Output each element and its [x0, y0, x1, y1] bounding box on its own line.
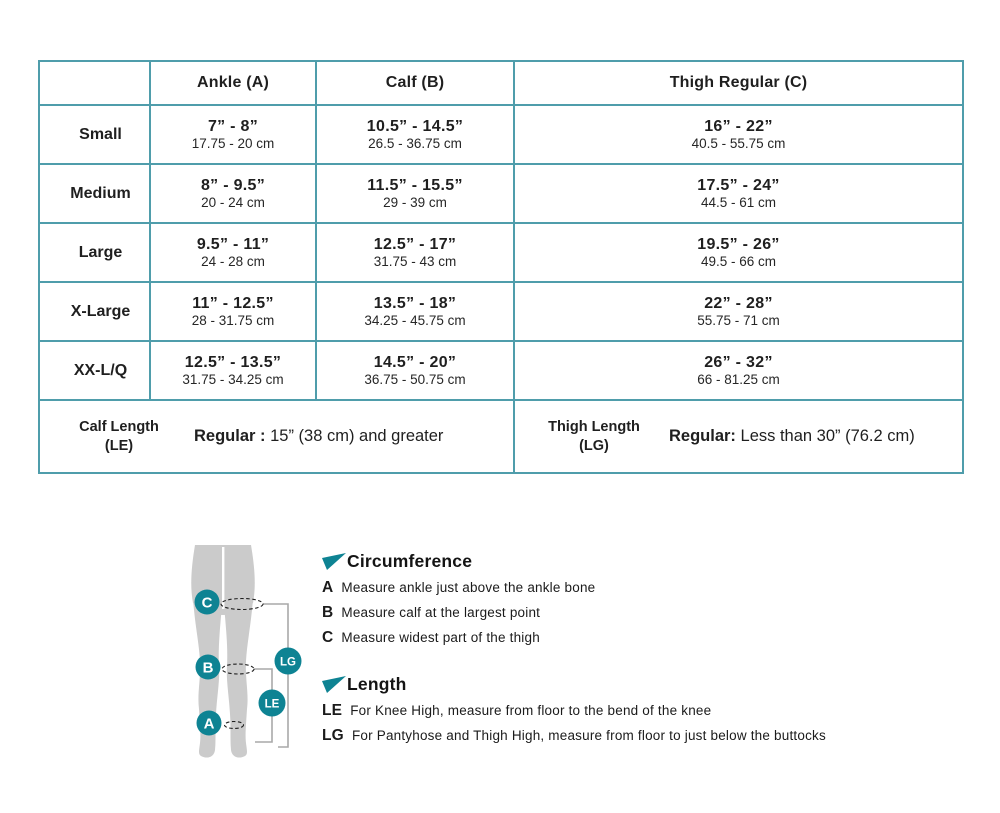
cm-value: 49.5 - 66 cm	[700, 254, 777, 269]
legend	[322, 551, 962, 745]
ankle-measurement	[150, 282, 316, 341]
thigh-measurement	[514, 105, 963, 164]
legend-key: B	[322, 604, 334, 621]
thigh-measurement	[514, 341, 963, 400]
calf-measurement	[316, 105, 514, 164]
table-row-lengths	[39, 400, 963, 473]
legend-key: LG	[322, 727, 344, 744]
table-row-large	[39, 223, 963, 282]
legend-key: LE	[322, 702, 343, 719]
size-label: Large	[39, 223, 150, 282]
lg-measure-line	[263, 604, 288, 747]
calf-measurement	[316, 223, 514, 282]
table-row-small	[39, 105, 963, 164]
size-chart-table	[38, 60, 964, 474]
cm-value: 44.5 - 61 cm	[700, 195, 777, 210]
cm-value: 66 - 81.25 cm	[697, 372, 780, 387]
calf-measurement	[316, 282, 514, 341]
legend-text: Measure ankle just above the ankle bone	[341, 580, 596, 595]
size-label: Small	[39, 105, 150, 164]
inches-value: 12.5” - 17”	[373, 236, 457, 253]
badge-c-label: C	[201, 594, 213, 612]
length-legend	[322, 674, 962, 745]
inches-value: 8” - 9.5”	[200, 177, 266, 194]
cm-value: 31.75 - 43 cm	[373, 254, 457, 269]
thigh-length-cell	[514, 400, 963, 473]
cm-value: 40.5 - 55.75 cm	[691, 136, 786, 151]
size-label: Medium	[39, 164, 150, 223]
cm-value: 34.25 - 45.75 cm	[364, 313, 466, 328]
badge-a-label: A	[203, 715, 215, 733]
inches-value: 9.5” - 11”	[196, 236, 270, 253]
legend-item-lg	[322, 727, 962, 745]
thigh-length-label: Thigh Length (LG)	[548, 418, 640, 454]
flag-icon	[322, 553, 346, 570]
legend-item-a	[322, 579, 962, 597]
badge-lg-label: LG	[280, 656, 296, 669]
inches-value: 12.5” - 13.5”	[184, 354, 282, 371]
calf-length-label: Calf Length (LE)	[79, 418, 159, 454]
header-calf: Calf (B)	[316, 61, 514, 105]
legend-key: C	[322, 629, 334, 646]
cm-value: 17.75 - 20 cm	[191, 136, 275, 151]
ankle-measurement	[150, 164, 316, 223]
flag-icon	[322, 676, 346, 693]
inches-value: 16” - 22”	[704, 118, 773, 135]
table-row-x-large	[39, 282, 963, 341]
table-row-xx-lq	[39, 341, 963, 400]
cm-value: 20 - 24 cm	[201, 195, 265, 210]
inches-value: 13.5” - 18”	[373, 295, 457, 312]
cm-value: 24 - 28 cm	[201, 254, 265, 269]
thigh-measurement	[514, 282, 963, 341]
length-measure-lines	[254, 604, 288, 747]
length-title: Length	[347, 674, 407, 694]
inches-value: 22” - 28”	[704, 295, 773, 312]
legend-item-b	[322, 604, 962, 622]
cm-value: 28 - 31.75 cm	[191, 313, 275, 328]
inches-value: 19.5” - 26”	[697, 236, 780, 253]
circumference-title: Circumference	[347, 551, 473, 571]
legend-text: Measure calf at the largest point	[341, 605, 541, 620]
cm-value: 55.75 - 71 cm	[697, 313, 780, 328]
badge-b-label: B	[202, 659, 214, 677]
legend-text: For Knee High, measure from floor to the bend of the knee	[350, 703, 712, 718]
inches-value: 7” - 8”	[207, 118, 259, 135]
calf-length-cell	[39, 400, 514, 473]
cm-value: 26.5 - 36.75 cm	[368, 136, 462, 151]
thigh-length-value: Regular: Less than 30” (76.2 cm)	[669, 427, 915, 445]
calf-measurement	[316, 164, 514, 223]
header-thigh: Thigh Regular (C)	[514, 61, 963, 105]
inches-value: 17.5” - 24”	[697, 177, 780, 194]
circumference-heading	[322, 551, 962, 572]
cm-value: 36.75 - 50.75 cm	[364, 372, 466, 387]
inches-value: 11” - 12.5”	[192, 295, 274, 312]
inches-value: 11.5” - 15.5”	[367, 177, 463, 194]
ankle-measurement	[150, 223, 316, 282]
table-row-medium	[39, 164, 963, 223]
leg-separator-line	[222, 547, 224, 609]
length-heading	[322, 674, 962, 695]
circumference-legend	[322, 551, 962, 647]
header-ankle: Ankle (A)	[150, 61, 316, 105]
calf-measurement	[316, 341, 514, 400]
header-empty-cell	[39, 61, 150, 105]
thigh-measurement	[514, 164, 963, 223]
size-label: XX-L/Q	[39, 341, 150, 400]
cm-value: 31.75 - 34.25 cm	[182, 372, 284, 387]
legend-text: Measure widest part of the thigh	[341, 630, 540, 645]
inches-value: 10.5” - 14.5”	[366, 118, 464, 135]
size-label: X-Large	[39, 282, 150, 341]
inches-value: 26” - 32”	[704, 354, 773, 371]
legend-key: A	[322, 579, 334, 596]
cm-value: 29 - 39 cm	[383, 195, 447, 210]
calf-length-value: Regular : 15” (38 cm) and greater	[194, 427, 444, 445]
size-chart-table-wrap	[38, 60, 962, 474]
inches-value: 14.5” - 20”	[373, 354, 457, 371]
ankle-measurement	[150, 105, 316, 164]
legend-item-le	[322, 702, 962, 720]
ankle-measurement	[150, 341, 316, 400]
table-header-row	[39, 61, 963, 105]
badge-le-label: LE	[264, 698, 280, 711]
thigh-measurement	[514, 223, 963, 282]
legend-text: For Pantyhose and Thigh High, measure from floor to just below the buttocks	[351, 728, 826, 743]
legend-item-c	[322, 629, 962, 647]
